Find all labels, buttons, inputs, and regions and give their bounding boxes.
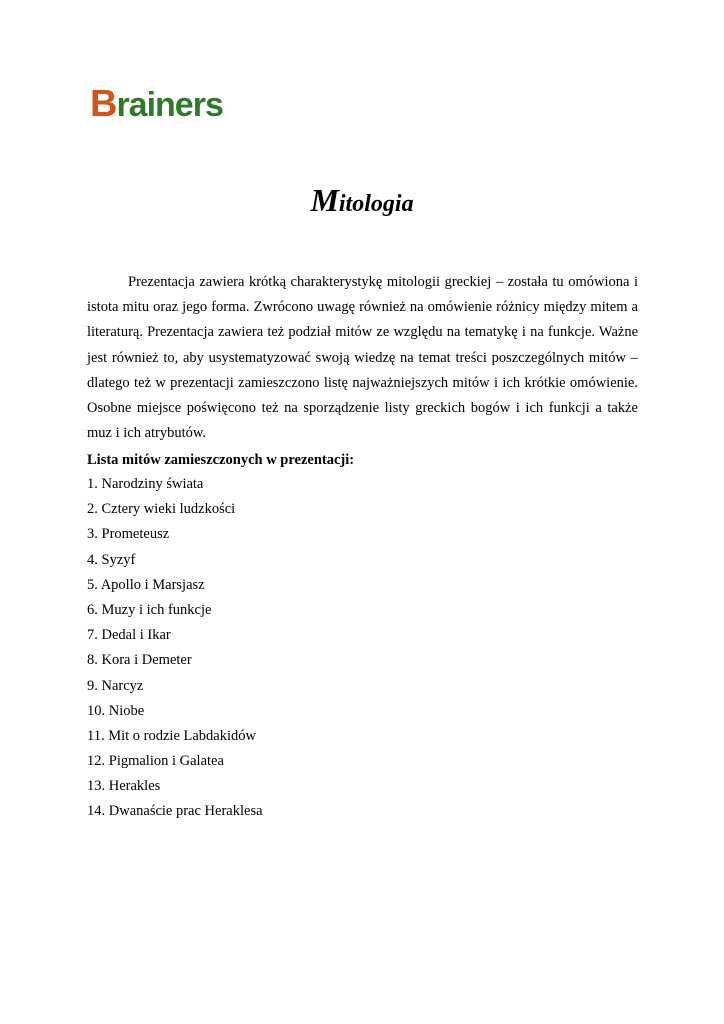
title-first-letter: M: [310, 182, 339, 218]
logo-rest-text: rainers: [116, 86, 223, 124]
list-item: 14. Dwanaście prac Heraklesa: [87, 803, 263, 820]
brainers-logo: [90, 84, 223, 125]
list-item: 8. Kora i Demeter: [87, 652, 192, 669]
myth-list-heading: Lista mitów zamieszczonych w prezentacji:: [87, 452, 355, 468]
list-item: 10. Niobe: [87, 702, 145, 719]
myth-list: [87, 472, 263, 825]
list-item: 2. Cztery wieki ludzkości: [87, 501, 236, 518]
intro-paragraph: Prezentacja zawiera krótką charakterystykę mitologii greckiej – została tu omówiona i istota mitu oraz jego forma. Zwrócono uwagę również na omówienie różnicy między mitem a literaturą. Prezentacja zawiera też podział mitów ze względu na tematykę i na funkcje. Ważne jest również to, aby usystematyzować swoją wiedzę na temat treści poszczególnych mitów – dlatego też w prezentacji zamieszczono listę najważniejszych mitów i ich krótkie omówienie. Osobne miejsce poświęcono też na sporządzenie listy greckich bogów i ich funkcji a także muz i ich atrybutów.: [87, 274, 638, 442]
page-title: [0, 180, 724, 224]
list-item: 13. Herakles: [87, 778, 161, 795]
list-item: 3. Prometeusz: [87, 526, 170, 543]
list-item: 9. Narcyz: [87, 677, 144, 694]
list-item: 7. Dedal i Ikar: [87, 627, 171, 644]
list-item: 5. Apollo i Marsjasz: [87, 576, 205, 593]
logo-first-letter: B: [90, 83, 117, 125]
list-item: 12. Pigmalion i Galatea: [87, 753, 224, 770]
list-item: 11. Mit o rodzie Labdakidów: [87, 727, 256, 744]
list-item: 4. Syzyf: [87, 551, 136, 568]
title-rest-text: itologia: [338, 191, 414, 217]
list-item: 1. Narodziny świata: [87, 476, 204, 492]
list-item: 6. Muzy i ich funkcje: [87, 601, 212, 618]
